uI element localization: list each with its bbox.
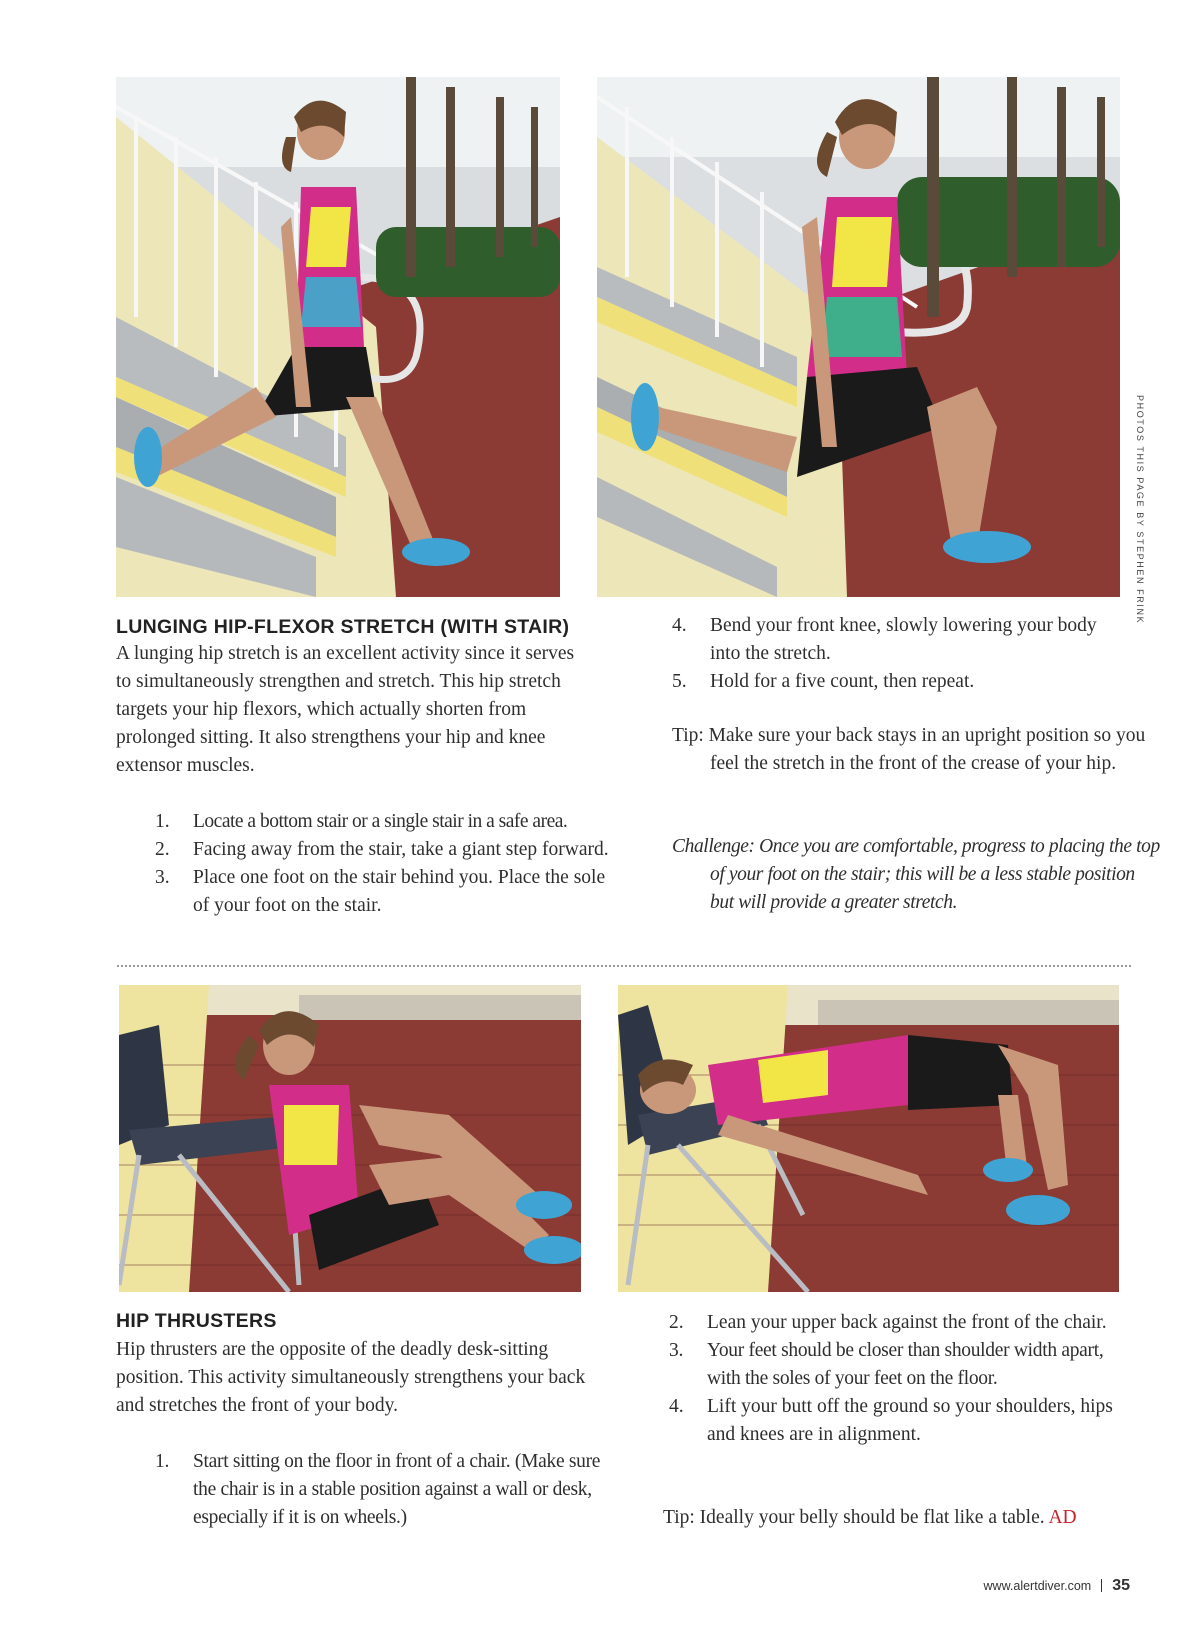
list-item: 2. Lean your upper back against the front of the chair. bbox=[669, 1312, 1107, 1333]
list-item: 2. Facing away from the stair, take a giant step forward. bbox=[155, 839, 609, 860]
page-footer bbox=[984, 1577, 1130, 1595]
photo-sitting-chair bbox=[119, 985, 581, 1292]
steps-list-left-2 bbox=[155, 1448, 610, 1532]
photo-hip-thrust bbox=[618, 985, 1119, 1292]
tip-text: Tip: Ideally your belly should be flat like a table. bbox=[663, 1507, 1045, 1528]
steps-list-right-2 bbox=[669, 1309, 1124, 1449]
end-mark: AD bbox=[1048, 1507, 1077, 1528]
list-item: 4. Bend your front knee, slowly lowering your body into the stretch. bbox=[672, 615, 1097, 664]
list-item: 3. Place one foot on the stair behind you. Place the sole of your foot on the stair. bbox=[155, 867, 606, 916]
list-item: 5. Hold for a five count, then repeat. bbox=[672, 671, 975, 692]
list-item: 1. Start sitting on the floor in front of a chair. (Make sure the chair is in a stable position against a wall or desk, especially if it is on wheels.) bbox=[155, 1451, 601, 1528]
section-heading-lunging-stretch: LUNGING HIP-FLEXOR STRETCH (WITH STAIR) bbox=[116, 616, 570, 638]
footer-separator bbox=[1101, 1579, 1102, 1592]
footer-url: www.alertdiver.com bbox=[983, 1579, 1092, 1593]
section-divider bbox=[117, 965, 1131, 967]
list-item: 1. Locate a bottom stair or a single stair in a safe area. bbox=[155, 811, 568, 832]
section-heading-hip-thrusters: HIP THRUSTERS bbox=[116, 1310, 277, 1332]
tip-lunging-stretch: Tip: Make sure your back stays in an upright position so you feel the stretch in the front of the crease of your hip. bbox=[672, 725, 1146, 774]
list-item: 4. Lift your butt off the ground so your shoulders, hips and knees are in alignment. bbox=[669, 1396, 1113, 1445]
tip-hip-thrusters bbox=[663, 1504, 1133, 1532]
steps-list-left-1 bbox=[155, 808, 615, 920]
photo-credit: PHOTOS THIS PAGE BY STEPHEN FRINK bbox=[1135, 395, 1145, 625]
photo-lunge-stair-2 bbox=[597, 77, 1120, 597]
photo-lunge-stair-1 bbox=[116, 77, 560, 597]
page-number: 35 bbox=[1112, 1577, 1130, 1594]
steps-list-right-1 bbox=[672, 612, 1112, 696]
list-item: 3. Your feet should be closer than shoulder width apart, with the soles of your feet on the floor. bbox=[669, 1340, 1104, 1389]
challenge-lunging-stretch: Challenge: Once you are comfortable, progress to placing the top of your foot on the stair; this will be a less stable position but will provide a greater stretch. bbox=[672, 836, 1160, 913]
section-intro-hip-thrusters: Hip thrusters are the opposite of the deadly desk-sitting position. This activity simultaneously strengthens your back and stretches the front of your body. bbox=[116, 1339, 586, 1416]
section-intro-lunging-stretch: A lunging hip stretch is an excellent activity since it serves to simultaneously strengthen and stretch. This hip stretch targets your hip flexors, which actually shorten from prolonged sitting. It also strengthens your hip and knee extensor muscles. bbox=[116, 643, 575, 776]
